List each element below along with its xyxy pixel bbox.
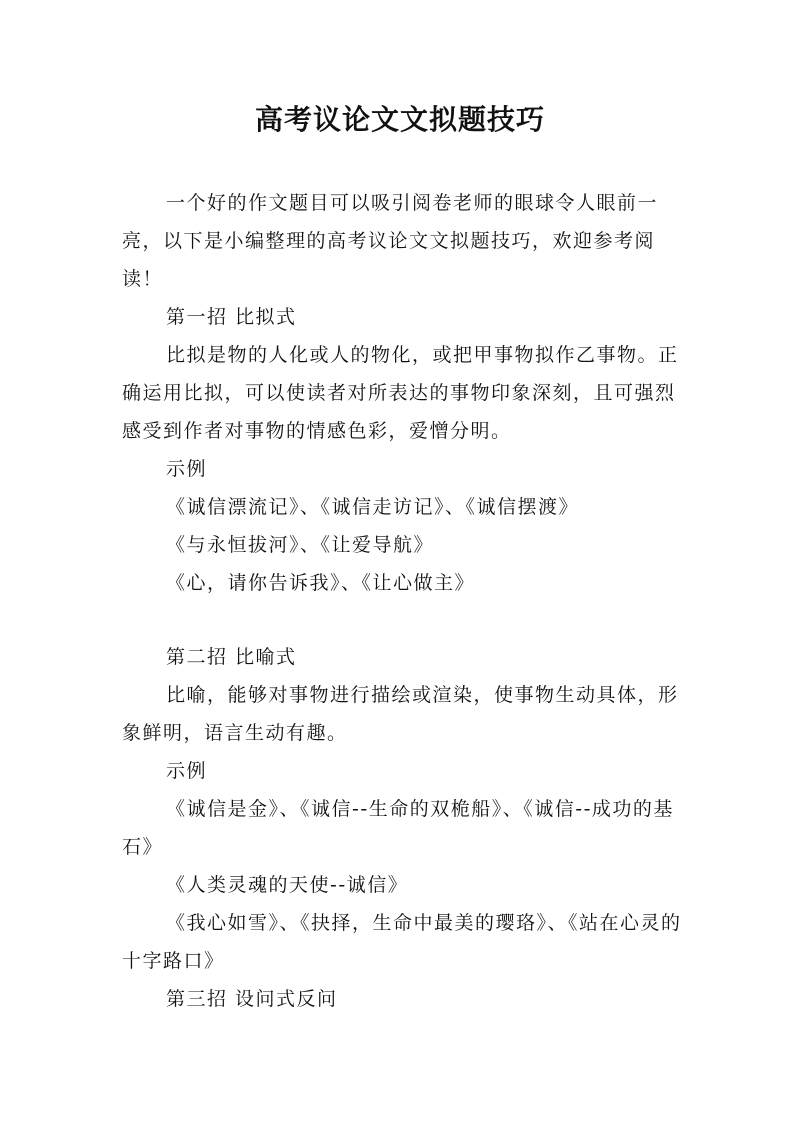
example-line-6: 《我心如雪》、《抉择，生命中最美的璎珞》、《站在心灵的十字路口》 <box>122 912 682 972</box>
example-line-5: 《人类灵魂的天使--诚信》 <box>166 874 409 896</box>
document-title: 高考议论文文拟题技巧 <box>254 103 545 136</box>
example-line-4: 《诚信是金》、《诚信--生命的双桅船》、《诚信--成功的基石》 <box>122 798 674 858</box>
section-heading-1: 第一招 比拟式 <box>166 306 297 328</box>
example-label-1: 示例 <box>166 458 208 480</box>
example-label-2: 示例 <box>166 760 208 782</box>
document-body <box>122 184 684 1018</box>
paragraph-spacer <box>122 602 684 638</box>
example-line-1: 《诚信漂流记》、《诚信走访记》、《诚信摆渡》 <box>166 496 580 518</box>
section-heading-2: 第二招 比喻式 <box>166 646 297 668</box>
section-2-description: 比喻，能够对事物进行描绘或渲染，使事物生动具体，形象鲜明，语言生动有趣。 <box>122 684 679 744</box>
section-1-description: 比拟是物的人化或人的物化，或把甲事物拟作乙事物。正确运用比拟，可以使读者对所表达的事物印象深刻，且可强烈感受到作者对事物的情感色彩，爱憎分明。 <box>122 344 679 442</box>
intro-paragraph: 一个好的作文题目可以吸引阅卷老师的眼球令人眼前一亮，以下是小编整理的高考议论文文拟题技巧，欢迎参考阅读！ <box>122 192 659 290</box>
example-line-2: 《与永恒拔河》、《让爱导航》 <box>166 534 435 556</box>
section-heading-3: 第三招 设问式反问 <box>166 988 338 1010</box>
example-line-3: 《心，请你告诉我》、《让心做主》 <box>166 572 476 594</box>
